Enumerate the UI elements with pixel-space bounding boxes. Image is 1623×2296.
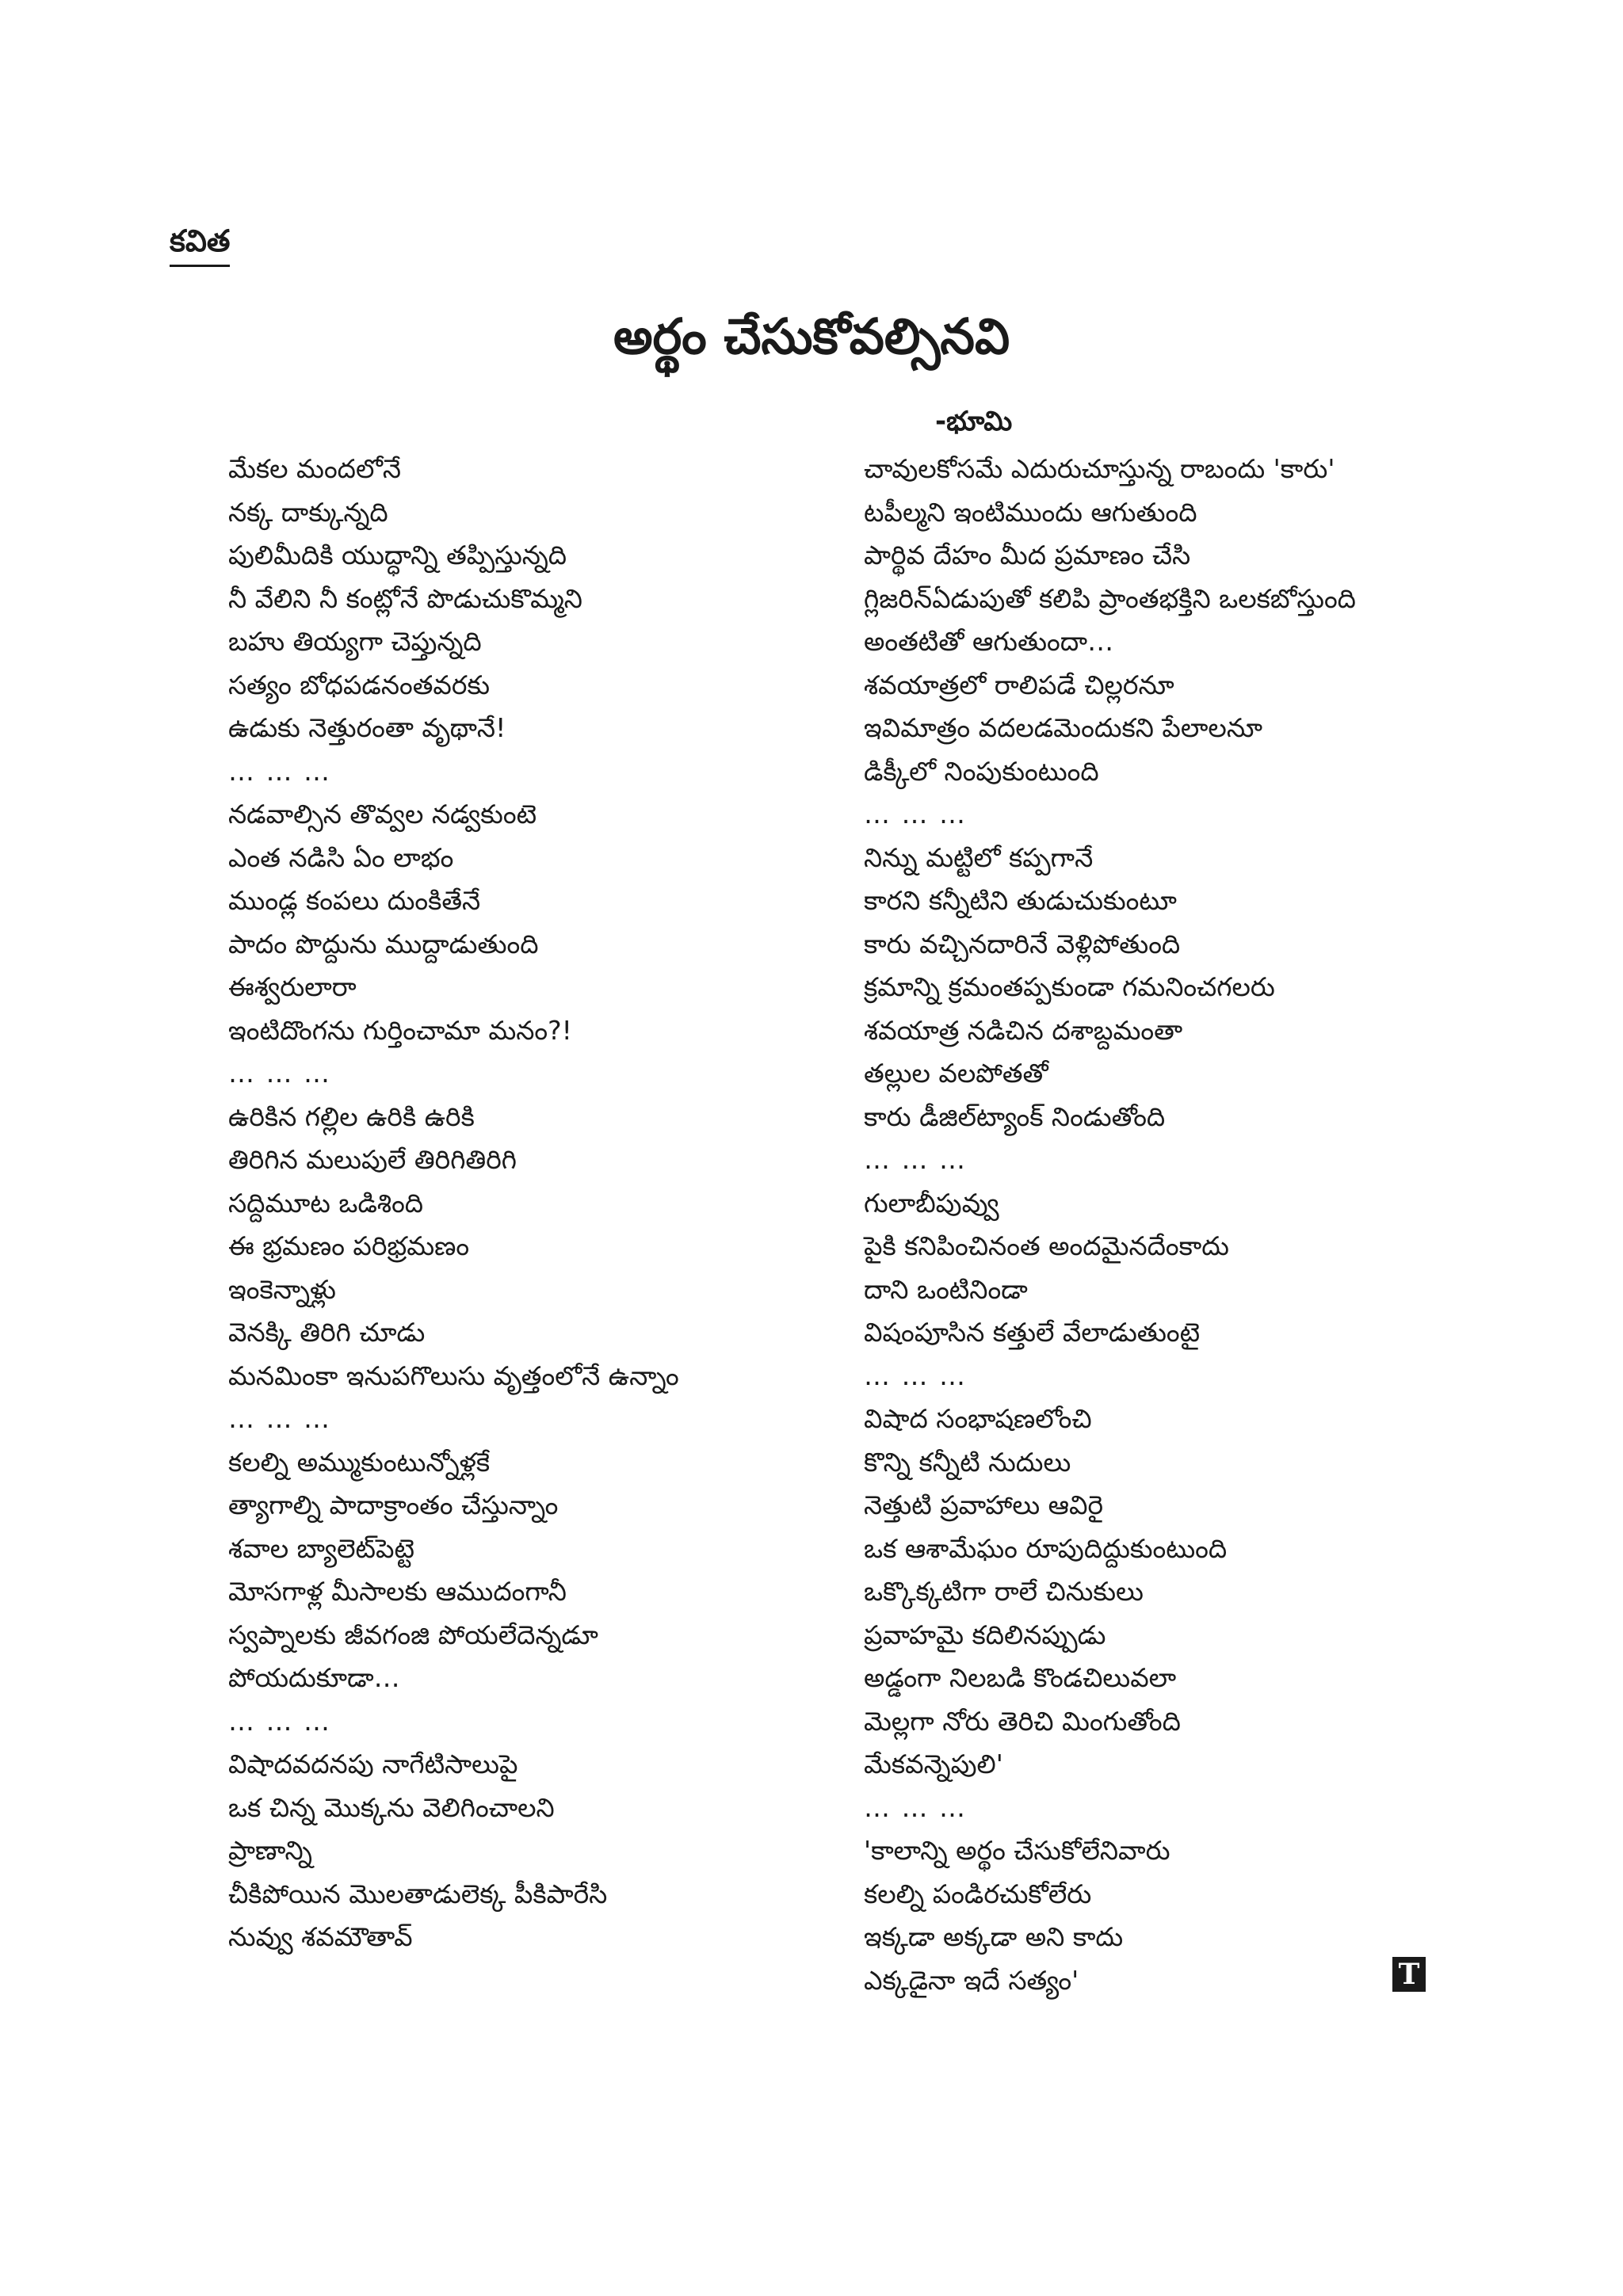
poem-line: చీకిపోయిన మొలతాడులెక్క పీకిపారేసి bbox=[228, 1878, 608, 1909]
poem-line: … … … bbox=[864, 1360, 967, 1391]
poem-line: నువ్వు శవమౌతావ్ bbox=[228, 1921, 413, 1952]
poem-line: ముండ్ల కంపలు దుంకితేనే bbox=[228, 885, 481, 916]
poem-line: పార్థివ దేహం మీద ప్రమాణం చేసి bbox=[864, 540, 1191, 570]
poem-line: పోయదుకూడా… bbox=[228, 1662, 400, 1693]
poem-line: ఉరికిన గల్లిల ఉరికి ఉరికి bbox=[228, 1100, 475, 1132]
poem-line: సత్యం బోధపడనంతవరకు bbox=[228, 669, 491, 700]
poem-line: మేకల మందలోనే bbox=[228, 453, 402, 484]
poem-line: క్రమాన్ని క్రమంతప్పకుండా గమనించగలరు bbox=[864, 971, 1275, 1002]
poem-line: నీ వేలిని నీ కంట్లోనే పొడుచుకొమ్మని bbox=[228, 582, 582, 614]
poem-line: ఇవిమాత్రం వదలడమెందుకని పేలాలనూ bbox=[864, 712, 1263, 743]
poem-line: కారు వచ్చినదారినే వెళ్లిపోతుంది bbox=[864, 928, 1181, 959]
poem-line: సద్దిమూట ఒడిశింది bbox=[228, 1187, 424, 1219]
poem-line: తల్లుల వలపోతతో bbox=[864, 1058, 1048, 1089]
poem-line: విషంపూసిన కత్తులే వేలాడుతుంటై bbox=[864, 1317, 1201, 1348]
poem-line: శవయాత్రలో రాలిపడే చిల్లరనూ bbox=[864, 669, 1174, 700]
poem-line: … … … bbox=[228, 1058, 331, 1089]
poem-line: ఎంత నడిసి ఏం లాభం bbox=[228, 841, 454, 873]
poem-line: ఒక ఆశామేఘం రూపుదిద్దుకుంటుంది bbox=[864, 1532, 1228, 1564]
poem-line: ప్రవాహమై కదిలినప్పుడు bbox=[864, 1619, 1106, 1650]
poem-line: మెల్లగా నోరు తెరిచి మింగుతోంది bbox=[864, 1705, 1181, 1737]
poem-line: స్వప్నాలకు జీవగంజి పోయలేదెన్నడూ bbox=[228, 1619, 598, 1650]
poem-line: పులిమీదికి యుద్ధాన్ని తప్పిస్తున్నది bbox=[228, 540, 567, 570]
poem-line: బహు తియ్యగా చెప్తున్నది bbox=[228, 626, 482, 657]
poem-line: కారని కన్నీటిని తుడుచుకుంటూ bbox=[864, 885, 1177, 916]
poem-line: మనమింకా ఇనుపగొలుసు వృత్తంలోనే ఉన్నాం bbox=[228, 1360, 679, 1391]
poem-line: … … … bbox=[864, 799, 967, 830]
poem-line: నెత్తుటి ప్రవాహాలు ఆవిరై bbox=[864, 1489, 1104, 1520]
poem-line: ఒక్కొక్కటిగా రాలే చినుకులు bbox=[864, 1576, 1144, 1607]
poem-line: డిక్కీలో నింపుకుంటుంది bbox=[864, 755, 1099, 787]
poem-line: గులాబీపువ్వు bbox=[864, 1187, 999, 1219]
poem-right-column bbox=[864, 448, 1498, 2002]
poem-line: … … … bbox=[864, 1791, 967, 1823]
poem-line: … … … bbox=[864, 1144, 967, 1175]
poem-line: 'కాలాన్ని అర్థం చేసుకోలేనివారు bbox=[864, 1835, 1170, 1866]
poem-line: విషాద సంభాషణలోంచి bbox=[864, 1403, 1092, 1434]
poem-line: శవయాత్ర నడిచిన దశాబ్దమంతా bbox=[864, 1014, 1183, 1046]
poem-line: తిరిగిన మలుపులే తిరిగితిరిగి bbox=[228, 1144, 517, 1175]
poem-line: అడ్డంగా నిలబడి కొండచిలువలా bbox=[864, 1662, 1177, 1693]
poem-line: ఇక్కడా అక్కడా అని కాదు bbox=[864, 1921, 1124, 1952]
poem-line: ఒక చిన్న మొక్కను వెలిగించాలని bbox=[228, 1791, 555, 1823]
poem-line: కలల్ని అమ్ముకుంటున్నోళ్లకే bbox=[228, 1446, 491, 1478]
poem-line: విషాదవదనపు నాగేటిసాలుపై bbox=[228, 1749, 518, 1779]
poem-line: … … … bbox=[228, 1403, 331, 1434]
poem-line: మోసగాళ్ల మీసాలకు ఆముదంగానీ bbox=[228, 1576, 567, 1607]
poem-line: ఉడుకు నెత్తురంతా వృథానే! bbox=[228, 712, 506, 743]
publication-logo: T bbox=[1392, 1957, 1426, 1992]
poem-line: శవాల బ్యాలెట్‌పెట్టె bbox=[228, 1532, 414, 1564]
poem-line: త్యాగాల్ని పాదాక్రాంతం చేస్తున్నాం bbox=[228, 1489, 559, 1520]
poem-line: అంతటితో ఆగుతుందా… bbox=[864, 626, 1114, 657]
poem-line: ఈశ్వరులారా bbox=[228, 971, 357, 1002]
poem-line: … … … bbox=[228, 1705, 331, 1737]
poem-line: చావులకోసమే ఎదురుచూస్తున్న రాబందు 'కారు' bbox=[864, 453, 1335, 484]
poem-line: నడవాల్సిన తొవ్వల నడ్వకుంటె bbox=[228, 799, 537, 830]
section-label: కవిత bbox=[170, 223, 230, 267]
poem-line: ఇంకెన్నాళ్లు bbox=[228, 1273, 336, 1305]
poem-line: టపీల్మని ఇంటిముందు ఆగుతుంది bbox=[864, 496, 1197, 528]
poem-line: పాదం పొద్దును ముద్దాడుతుంది bbox=[228, 928, 539, 959]
poem-line: నిన్ను మట్టిలో కప్పగానే bbox=[864, 841, 1094, 873]
poem-line: పైకి కనిపించినంత అందమైనదేంకాదు bbox=[864, 1230, 1229, 1261]
poem-line: మేకవన్నెపులి' bbox=[864, 1749, 1003, 1779]
poem-line: … … … bbox=[228, 755, 331, 787]
poem-line: నక్క దాక్కున్నది bbox=[228, 496, 388, 528]
author-name: -భూమి bbox=[935, 406, 1013, 437]
poem-line: దాని ఒంటినిండా bbox=[864, 1273, 1028, 1305]
poem-line: ఇంటిదొంగను గుర్తించామా మనం?! bbox=[228, 1014, 572, 1046]
poem-line: కారు డీజిల్‌ట్యాంక్ నిండుతోంది bbox=[864, 1100, 1166, 1132]
poem-line: కలల్ని పండిరచుకోలేరు bbox=[864, 1878, 1092, 1909]
poem-line: ప్రాణాన్ని bbox=[228, 1835, 312, 1866]
poem-line: గ్లిజరిన్‌ఏడుపుతో కలిపి ప్రాంతభక్తిని ఒలకబోస్తుంది bbox=[864, 582, 1356, 614]
poem-line: ఈ భ్రమణం పరిభ్రమణం bbox=[228, 1230, 470, 1261]
poem-line: వెనక్కి తిరిగి చూడు bbox=[228, 1317, 426, 1348]
poem-left-column bbox=[228, 448, 831, 1959]
poem-line: ఎక్కడైనా ఇదే సత్యం' bbox=[864, 1964, 1079, 1996]
poem-title: అర్థం చేసుకోవల్సినవి bbox=[613, 307, 1010, 365]
poem-line: కొన్ని కన్నీటి నుదులు bbox=[864, 1446, 1071, 1478]
